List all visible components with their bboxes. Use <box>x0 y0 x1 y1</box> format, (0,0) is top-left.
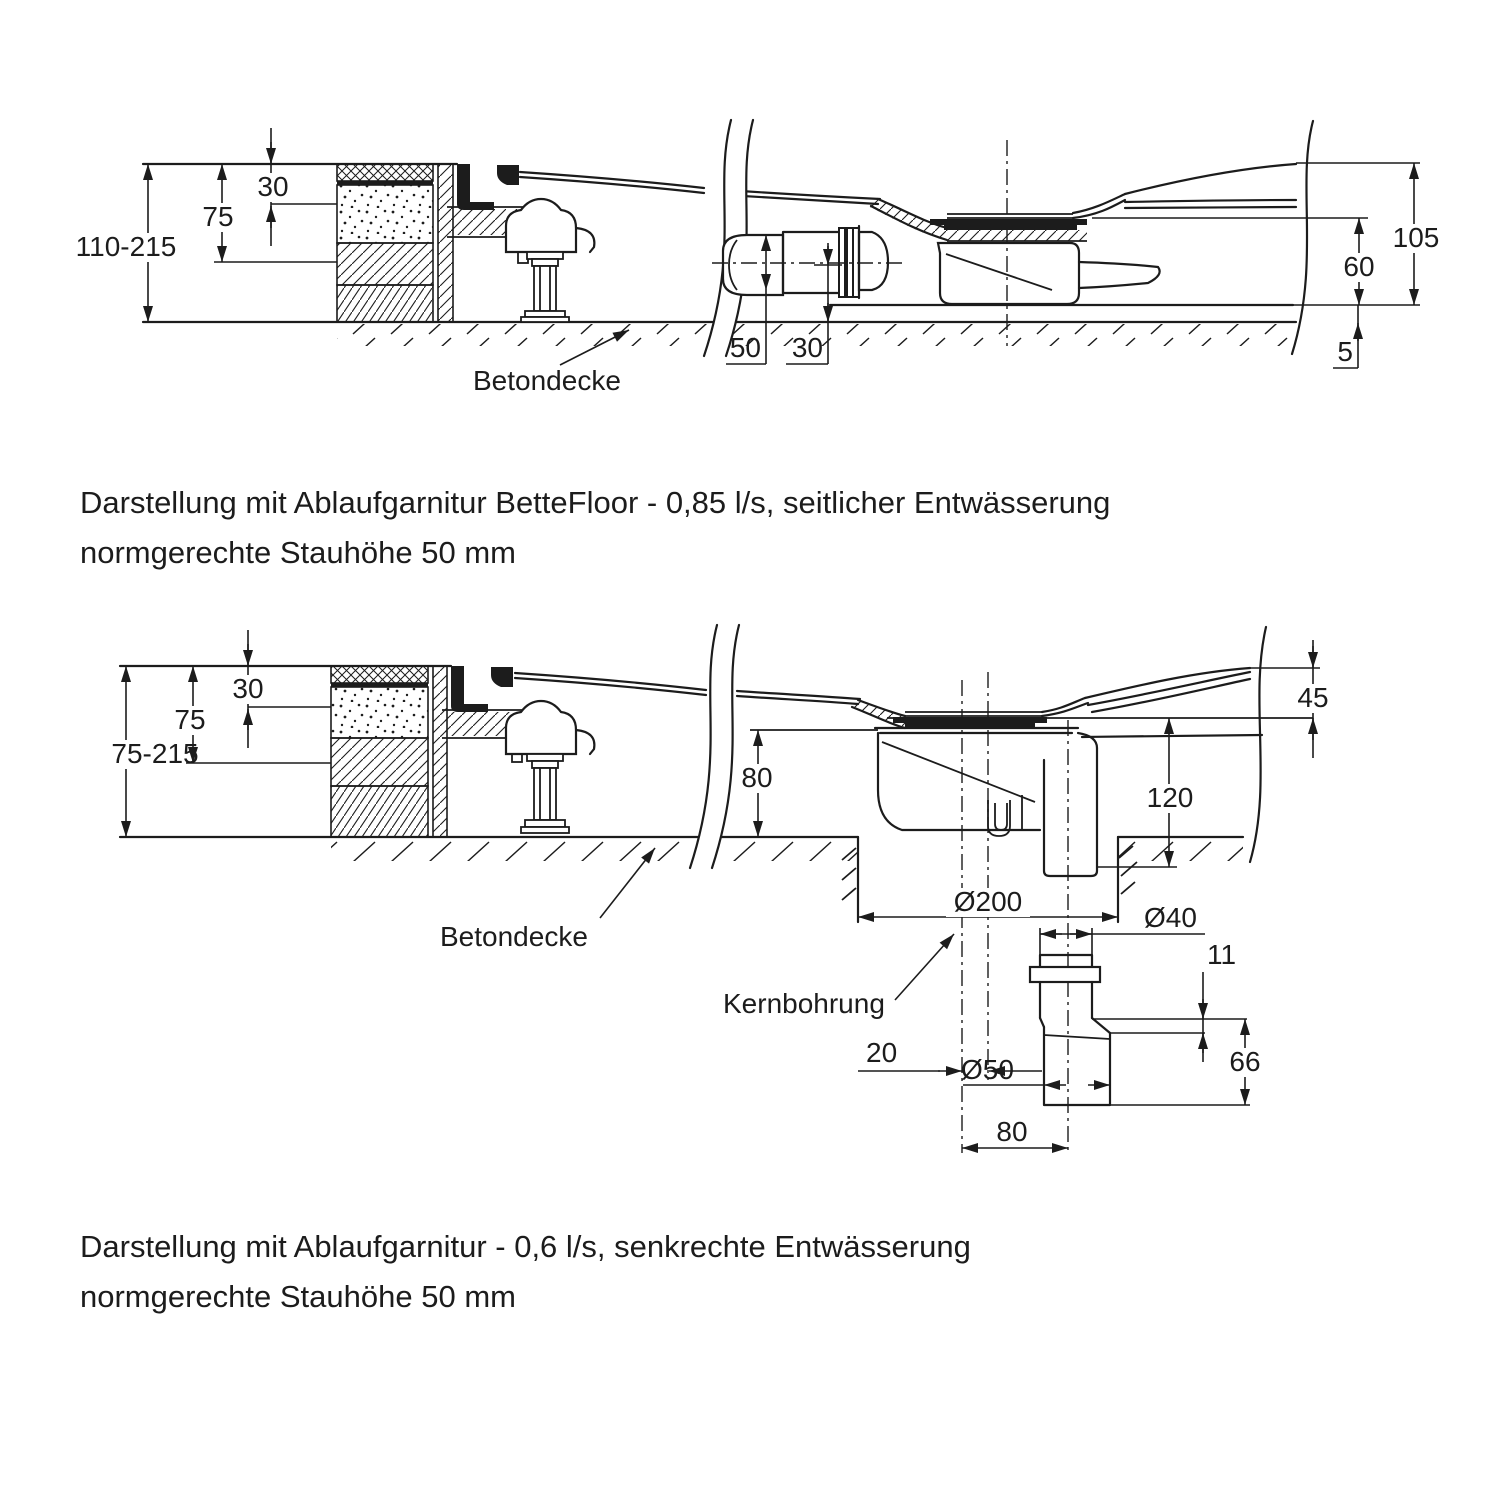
shower-tray <box>520 164 1296 305</box>
dimension-length-66 <box>1110 1019 1267 1105</box>
dimension-build-height-75-215 <box>103 666 207 837</box>
dimension-30-top <box>226 630 331 748</box>
dimension-gap-5 <box>1333 305 1358 368</box>
upper-installation-drawing <box>72 120 1444 396</box>
dim-label-110-215: 110-215 <box>75 231 177 262</box>
lower-installation-drawing <box>103 625 1335 1153</box>
drain-trap-body <box>938 243 1160 304</box>
dim-label-d40: Ø40 <box>1144 902 1197 933</box>
shower-tray <box>515 668 1313 737</box>
dimension-build-height-110-215 <box>72 164 182 322</box>
dim-label-30: 30 <box>232 673 264 704</box>
dim-label-80w: 80 <box>996 1116 1028 1147</box>
lower-caption-line1: Darstellung mit Ablaufgarnitur - 0,6 l/s, senkrechte Entwässerung <box>80 1229 971 1264</box>
dim-label-66: 66 <box>1229 1046 1261 1077</box>
dimension-pipe-50 <box>961 1054 1110 1085</box>
dim-label-75: 75 <box>202 201 234 232</box>
dim-label-75: 75 <box>174 704 206 735</box>
lower-caption <box>80 1222 971 1322</box>
wall-assembly <box>337 164 453 322</box>
floor-slab <box>120 837 1243 922</box>
tray-support-foot <box>506 701 594 833</box>
dimension-pipe-40 <box>1040 902 1205 955</box>
dim-label-d200: Ø200 <box>953 886 1023 917</box>
dim-label-75-215: 75-215 <box>111 738 199 769</box>
break-line-right <box>1250 627 1266 862</box>
break-lines <box>690 625 1266 868</box>
dim-label-120: 120 <box>1146 782 1194 813</box>
dimension-distance-80 <box>962 1116 1068 1148</box>
dim-label-30: 30 <box>257 171 289 202</box>
upper-caption-line1: Darstellung mit Ablaufgarnitur BetteFloor - 0,85 l/s, seitlicher Entwässerung <box>80 485 1111 520</box>
kernbohrung-label: Kernbohrung <box>723 988 885 1019</box>
drain-trap-body <box>875 728 1097 876</box>
kernbohrung-callout <box>723 934 954 1019</box>
betondecke-callout <box>440 848 655 952</box>
horizontal-drain-pipe <box>712 226 902 298</box>
dimension-drain-depth-80 <box>735 730 779 837</box>
dimension-offset-20 <box>858 1037 1042 1071</box>
upper-caption-line2: normgerechte Stauhöhe 50 mm <box>80 535 516 570</box>
betondecke-label: Betondecke <box>473 365 621 396</box>
break-line-right <box>1292 121 1313 354</box>
dim-label-50: 50 <box>729 332 761 363</box>
dimension-tray-edge-45 <box>1250 640 1335 758</box>
dim-label-30b: 30 <box>791 332 823 363</box>
dim-label-45: 45 <box>1297 682 1329 713</box>
dimension-tray-height-105 <box>1293 163 1444 305</box>
dim-label-5: 5 <box>1337 336 1353 367</box>
dim-label-80: 80 <box>741 762 773 793</box>
dim-label-d50: Ø50 <box>961 1054 1014 1085</box>
upper-caption <box>80 478 1110 578</box>
wall-assembly <box>331 666 447 837</box>
dimension-drain-height-60 <box>1092 218 1381 305</box>
dim-label-105: 105 <box>1392 222 1440 253</box>
vertical-outlet-pipe <box>1044 748 1097 876</box>
dim-label-20: 20 <box>866 1037 898 1068</box>
dim-label-60: 60 <box>1343 251 1375 282</box>
dimension-30-top <box>251 128 337 246</box>
outlet-pipe-detail <box>1030 955 1110 1105</box>
dimension-offset-11 <box>1092 939 1247 1062</box>
lower-caption-line2: normgerechte Stauhöhe 50 mm <box>80 1279 516 1314</box>
betondecke-label: Betondecke <box>440 921 588 952</box>
dimension-core-hole-200 <box>858 886 1118 917</box>
dim-label-11: 11 <box>1207 939 1237 970</box>
